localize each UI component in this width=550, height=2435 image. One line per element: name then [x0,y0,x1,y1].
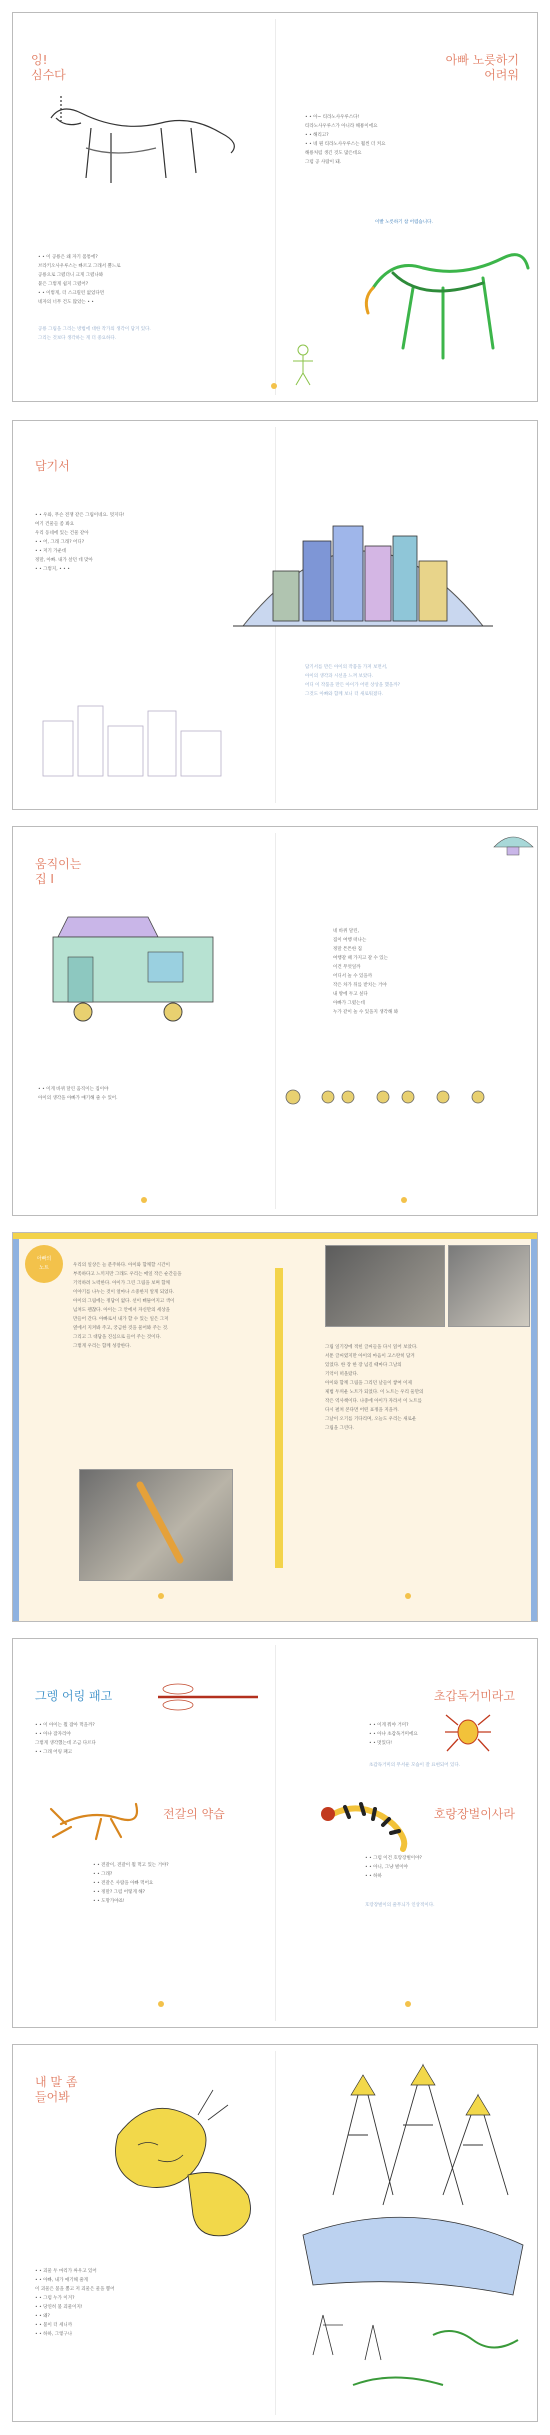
dialogue: • • 이 아이는 뭘 잡아 먹을까? • • 아냐 잠자리야 그렇게 생각했는데 조금 다르다 • • 그래 어링 패고 [35,1723,96,1755]
spread-2 [12,420,538,810]
highlight-text: 이빨 노릇하기 참 어렵습니다. [375,220,433,225]
spread-4 [12,1232,538,1622]
castle-drawing [293,2055,533,2415]
page-title: 내 말 좀 들어봐 [35,2075,78,2104]
city-dome-painting [233,486,493,636]
spread-6 [12,2044,538,2422]
page-number-dot [141,1197,147,1203]
page-title: 담기서 [35,459,70,473]
dialogue: • • 그럼 이건 호랑장벌이야? • • 아니, 그냥 벌이야 • • 하하 [365,1856,422,1879]
badge: 아빠의 노트 [25,1245,63,1283]
dialogue: • • 전갈이, 전갈이 뭘 먹고 있는 거야? • • 그래? • • 전갈은 사람을 아빠 먹어요 • • 정말? 그럼 어떻게 해? • • 도망가야죠! [93,1863,169,1904]
dinosaur-drawing [41,88,241,208]
caption-note: 공룡 그림을 그리는 방법에 대한 작가의 생각이 담겨 있다. 그리는 것보다 생각하는 게 더 중요하다. [38,327,151,341]
page-title: 아빠 노릇하기 어려워 [445,53,519,82]
spine [275,833,276,1209]
stick-figure [288,343,318,388]
page-number-dot [271,383,277,389]
left-bar [13,1233,19,1621]
page-title: 그렝 어링 패고 [35,1689,113,1703]
dialogue: • • 이게 뭐야 거미? • • 아냐 초갑독거미에요 • • 멋있다! [369,1723,418,1746]
dragonfly-drawing [153,1679,263,1714]
dome-lamp-painting [491,832,536,862]
right-bar [531,1233,537,1621]
page-number-dot [401,1197,407,1203]
page-title: 호랑장벌이사라 [433,1807,515,1821]
spread-3 [12,826,538,1216]
page-title: 전갈의 약습 [163,1807,225,1821]
spread-5 [12,1638,538,2028]
page-number-dot [158,1593,164,1599]
essay-text: 우리의 일상은 늘 분주하다. 아이와 함께할 시간이 부족하다고 느끼지만 그래도 우리는 매일 작은 순간들을 기억하려 노력한다. 아이가 그린 그림을 보며 함께 이야기를 나누는 것이 얼마나 소중한지 알게 되었다. 아이의 그림에는 정답이 없다. 선이 삐뚤어지고 색이 넘쳐도 괜찮다. 아이는 그 안에서 자신만의 세상을 만들어 간다. 아빠로서 내가 할 수 있는 일은 그저 옆에서 지켜봐 주고, 궁금한 것을 물어봐 주는 것. 그리고 그 대답을 진심으로 들어 주는 것이다. 그렇게 우리는 함께 성장한다. [73,1263,182,1349]
pencil-icon [130,1480,190,1570]
dialogue: • • 이게 바퀴 달린 움직이는 집이야 아이의 생각을 아빠가 얘기해 줄 수 있어. [38,1087,118,1101]
dialogue: 네 바퀴 달린, 집이 여행 떠나는 정말 튼튼한 집 여행갈 때 가지고 갈 수 있는 이건 무엇일까 어디서 놀 수 있을까 작은 차가 뒤를 받치는 거야 내 방에 두고 싶다 아빠가 그렸는데 누가 같이 놀 수 있을지 생각해 봐 [333,929,399,1015]
spine [275,1645,276,2021]
city-line-sketch [33,691,233,781]
spine [275,19,276,395]
spider-drawing [443,1707,493,1757]
pencil-photo [79,1469,233,1581]
moving-house-painting [38,897,228,1027]
dialogue: • • 아~ 티라노사우루스다! 티라노사우루스가 아니라 해룡이에요 • • 해리고? • • 네 뭔 티라노사우루스는 훨씬 더 커요 해룡처럼 생긴 것도 많은데요 그럼 공 사람이 돼. [305,115,386,165]
essay-text: 그림 일기장에 적힌 글씨들을 다시 읽어 보았다. 서툰 글씨였지만 아이의 마음이 고스란히 담겨 있었다. 한 장 한 장 넘길 때마다 그날의 기억이 떠올랐다. 아이와 함께 그림을 그리던 날들이 쌓여 이제 제법 두꺼운 노트가 되었다. 이 노트는 우리 둘만의 작은 역사책이다. 나중에 아이가 자라서 이 노트를 다시 펼쳐 본다면 어떤 표정을 지을까. 그날이 오기를 기다리며, 오늘도 우리는 새로운 그림을 그린다. [325,1345,424,1431]
wheels-row [283,1085,513,1115]
page-number-dot [405,2001,411,2007]
page-number-dot [158,2001,164,2007]
spread-1 [12,12,538,402]
bee-drawing [313,1789,423,1859]
monsters-drawing [98,2075,268,2245]
dialogue: • • 이 공룡은 왜 자기 몸통에? 브라키오사우루스는 빠르고 그래서 뿔느로 공룡으로 그렸더니 크게 그렸나봐 붙은 그렇게 쉽지 그렸어? • • 이렇게, 더 스크릴런 없었다면 네자의 너무 건도 많았는 • • [38,255,121,305]
dialogue: • • 괴물 두 마리가 싸우고 있어 • • 아빠, 내가 얘기해 줄게 이 괴물은 불을 뿜고 저 괴물은 물을 뿜어 • • 그럼 누가 이겨? • • 당연히 불 괴물이지! • • 왜? • • 불이 더 세니까 • • 하하, 그렇구나 [35,2269,115,2337]
dialogue: • • 우와, 무슨 전쟁 같은 그림이네요. 멋지다! 여기 건물들 좀 봐요 우리 동네에 있는 건물 같아 • • 어, 그래 그래? 어디? • • 저기 가운데 정말, 아빠. 내가 살던 데 맞아 • • 그렇지, • • • [35,513,125,572]
page-number-dot [405,1593,411,1599]
page-title: 잉! 심수다 [31,53,66,82]
page-title: 초갑독거미라고 [433,1689,515,1703]
notebook-photo-1 [325,1245,445,1327]
notebook-photo-2 [448,1245,530,1327]
page-title: 움직이는 집 I [35,857,82,886]
yellow-divider [275,1268,283,1568]
scorpion-drawing [41,1789,151,1849]
caption-note: 초갑독거미의 무서운 모습이 잘 표현되어 있다. [369,1763,461,1768]
caption-note: 담기서를 만든 아이의 작품을 가져 보면서, 아이의 생각과 시선을 느껴 보았다. 어디 이 작품을 만든 아이가 어떤 상상을 했을까? 그것도 아빠와 함께 보니 더 새로워졌다. [305,665,400,697]
green-dinosaur-painting [353,228,533,388]
top-bar [13,1233,537,1239]
spine [275,2051,276,2415]
caption-note: 호랑장벌이의 줄무늬가 인상적이다. [365,1903,435,1908]
